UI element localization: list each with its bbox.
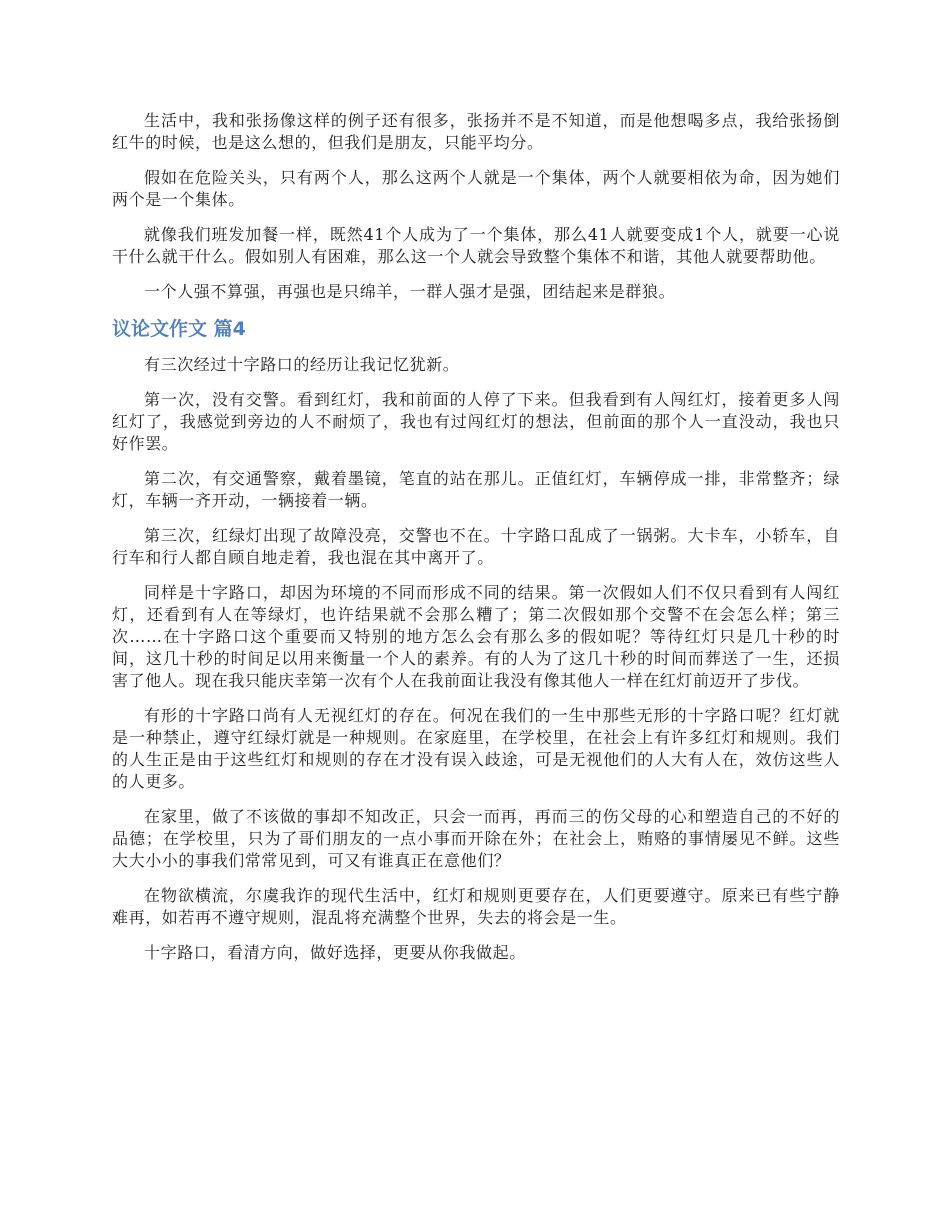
paragraph: 一个人强不算强，再强也是只绵羊，一群人强才是强，团结起来是群狼。 — [144, 282, 676, 301]
section-heading: 议论文作文 篇4 — [112, 318, 246, 340]
paragraph: 有三次经过十字路口的经历让我记忆犹新。 — [144, 355, 460, 374]
paragraph: 在物欲横流，尔虞我诈的现代生活中，红灯和规则更要存在，人们更要遵守。原来已有些宁静难再，如若再不遵守规则，混乱将充满整个世界，失去的将会是一生。 — [112, 886, 840, 927]
paragraph: 有形的十字路口尚有人无视红灯的存在。何况在我们的一生中那些无形的十字路口呢？红灯就是一种禁止，遵守红绿灯就是一种规则。在家庭里，在学校里，在社会上有许多红灯和规则。我们的人生正是由于这些红灯和规则的存在才没有误入歧途，可是无视他们的人大有人在，效仿这些人的人更多。 — [112, 706, 840, 791]
paragraph: 在家里，做了不该做的事却不知改正，只会一而再，再而三的伤父母的心和塑造自己的不好的品德；在学校里，只为了哥们朋友的一点小事而开除在外；在社会上，贿赂的事情屡见不鲜。这些大大小小的事我们常常见到，可又有谁真正在意他们？ — [112, 807, 840, 870]
document-page — [112, 110, 840, 977]
paragraph: 就像我们班发加餐一样，既然41个人成为了一个集体，那么41人就要变成1个人，就要一心说干什么就干什么。假如别人有困难，那么这一个人就会导致整个集体不和谐，其他人就要帮助他。 — [112, 225, 840, 266]
paragraph: 第三次，红绿灯出现了故障没亮，交警也不在。十字路口乱成了一锅粥。大卡车，小轿车，自行车和行人都自顾自地走着，我也混在其中离开了。 — [112, 526, 840, 567]
paragraph: 假如在危险关头，只有两个人，那么这两个人就是一个集体，两个人就要相依为命，因为她们两个是一个集体。 — [112, 168, 840, 209]
paragraph: 同样是十字路口，却因为环境的不同而形成不同的结果。第一次假如人们不仅只看到有人闯红灯，还看到有人在等绿灯，也许结果就不会那么糟了；第二次假如那个交警不在会怎么样；第三次……在十字路口这个重要而又特别的地方怎么会有那么多的假如呢？等待红灯只是几十秒的时间，这几十秒的时间足以用来衡量一个人的素养。有的人为了这几十秒的时间而葬送了一生，还损害了他人。现在我只能庆幸第一次有个人在我前面让我没有像其他人一样在红灯前迈开了步伐。 — [112, 583, 840, 690]
paragraph: 第一次，没有交警。看到红灯，我和前面的人停了下来。但我看到有人闯红灯，接着更多人闯红灯了，我感觉到旁边的人不耐烦了，我也有过闯红灯的想法，但前面的那个人一直没动，我也只好作罢。 — [112, 390, 840, 453]
paragraph: 第二次，有交通警察，戴着墨镜，笔直的站在那儿。正值红灯，车辆停成一排，非常整齐；绿灯，车辆一齐开动，一辆接着一辆。 — [112, 469, 840, 510]
paragraph: 生活中，我和张扬像这样的例子还有很多，张扬并不是不知道，而是他想喝多点，我给张扬倒红牛的时候，也是这么想的，但我们是朋友，只能平均分。 — [112, 111, 840, 152]
paragraph: 十字路口，看清方向，做好选择，更要从你我做起。 — [144, 943, 526, 962]
